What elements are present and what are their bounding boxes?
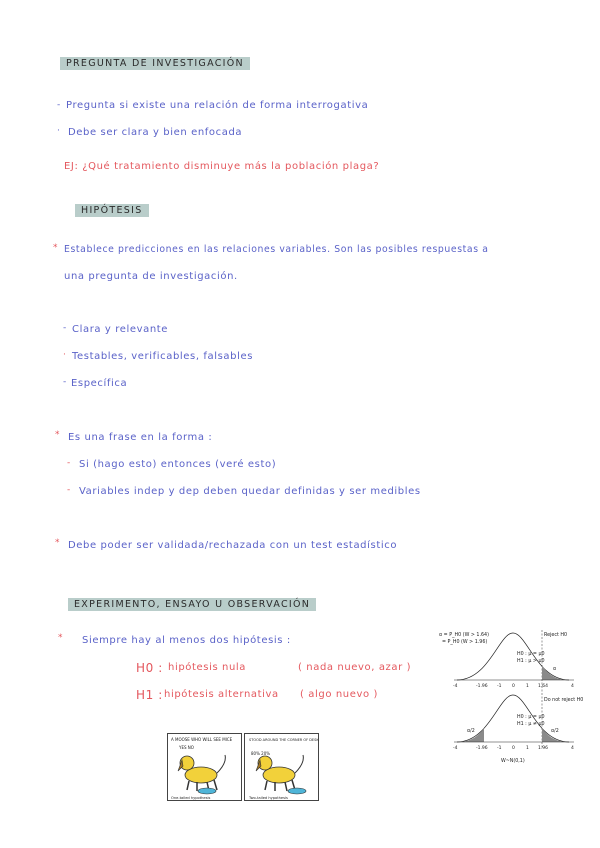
star-bullet: * — [58, 633, 63, 643]
dash-bullet: - — [57, 100, 61, 110]
top-tick-1: -4 — [453, 684, 458, 689]
cartoon-figure — [167, 733, 319, 801]
dash-bullet: - — [63, 323, 67, 333]
dash-bullet: - — [67, 485, 71, 495]
cartoon-yesno-left: YES NO — [179, 745, 194, 750]
graph-xlabel: W~N(0,1) — [501, 759, 525, 764]
top-alpha: α — [553, 667, 557, 672]
property-3: Específica — [71, 378, 128, 389]
bottom-tick-7: 4 — [571, 746, 574, 751]
form-item-2: Variables indep y dep deben quedar definidas y ser medibles — [79, 486, 421, 497]
bottom-hyp-1: H0 : μ = μ0 — [517, 715, 545, 720]
property-1: Clara y relevante — [72, 324, 169, 335]
top-tick-5: 1 — [526, 684, 529, 689]
star-bullet: * — [55, 430, 60, 440]
alpha-def-line1: α = P_H0 (W > 1.64) — [439, 633, 489, 638]
pregunta-line-2: Debe ser clara y bien enfocada — [68, 127, 243, 138]
bottom-hyp-2: H1 : μ ≠ μ0 — [517, 722, 545, 727]
property-2: Testables, verificables, falsables — [72, 351, 254, 362]
validation-line: Debe poder ser validada/rechazada con un test estadístico — [68, 540, 398, 551]
h0-note: ( nada nuevo, azar ) — [298, 662, 412, 673]
top-tick-4: 0 — [512, 684, 515, 689]
h1-label: H1 : — [136, 688, 163, 702]
section-header-experimento: EXPERIMENTO, ENSAYO U OBSERVACIÓN — [68, 598, 316, 611]
cartoon-bottom-left: One-tailed hypothesis — [171, 796, 211, 800]
pregunta-example: EJ: ¿Qué tratamiento disminuye más la población plaga? — [64, 161, 380, 172]
section-header-hipotesis: HIPÓTESIS — [75, 204, 149, 217]
top-tick-7: 4 — [571, 684, 574, 689]
bottom-alpha2-right: α/2 — [551, 729, 559, 734]
cartoon-percent-right: 80% 20% — [251, 751, 271, 756]
hypothesis-test-figure — [439, 628, 587, 766]
alpha-def-line2: = P_H0 (W > 1.96) — [442, 640, 488, 645]
cartoon-caption-right: STOOD AROUND THE CORNER OF DESK — [249, 738, 319, 742]
h0-name: hipótesis nula — [168, 662, 247, 673]
top-tick-3: -1 — [497, 684, 502, 689]
top-tick-2: -1.96 — [476, 684, 488, 689]
bowl-right-icon — [288, 788, 306, 794]
star-bullet: * — [53, 243, 58, 253]
h1-note: ( algo nuevo ) — [300, 689, 378, 700]
top-tick-6: 1.64 — [538, 684, 549, 689]
dash-bullet: - — [63, 377, 67, 387]
dot-bullet: · — [63, 350, 66, 360]
section-header-pregunta: PREGUNTA DE INVESTIGACIÓN — [60, 57, 250, 70]
h0-label: H0 : — [136, 661, 163, 675]
top-hyp-1: H0 : μ = μ0 — [517, 652, 545, 657]
bottom-tick-3: -1 — [497, 746, 502, 751]
bottom-tick-6: 1.96 — [538, 746, 549, 751]
bottom-tick-5: 1 — [526, 746, 529, 751]
dot-bullet: · — [57, 126, 60, 136]
experimento-intro: Siempre hay al menos dos hipótesis : — [82, 635, 291, 646]
bottom-tick-2: -1.96 — [476, 746, 488, 751]
bottom-alpha2-left: α/2 — [467, 729, 475, 734]
hipotesis-intro-2: una pregunta de investigación. — [64, 271, 238, 282]
bowl-left-icon — [198, 788, 216, 794]
cartoon-bottom-right: Two-tailed hypothesis — [249, 796, 288, 800]
reject-label: Reject H0 — [544, 633, 568, 638]
bottom-tick-1: -4 — [453, 746, 458, 751]
form-item-1: Si (hago esto) entonces (veré esto) — [79, 459, 277, 470]
pregunta-line-1: Pregunta si existe una relación de forma interrogativa — [66, 100, 369, 111]
cartoon-caption-left: A MOOSE WHO WILL SEE MICE — [171, 737, 233, 742]
top-hyp-2: H1 : μ > μ0 — [517, 659, 545, 664]
star-bullet: * — [55, 538, 60, 548]
h1-name: hipótesis alternativa — [164, 689, 279, 700]
donot-label: Do not reject H0 — [544, 698, 584, 703]
hipotesis-intro-1: Establece predicciones en las relaciones variables. Son las posibles respuestas a — [64, 244, 489, 255]
bottom-tick-4: 0 — [512, 746, 515, 751]
form-intro: Es una frase en la forma : — [68, 432, 213, 443]
dash-bullet: - — [67, 458, 71, 468]
